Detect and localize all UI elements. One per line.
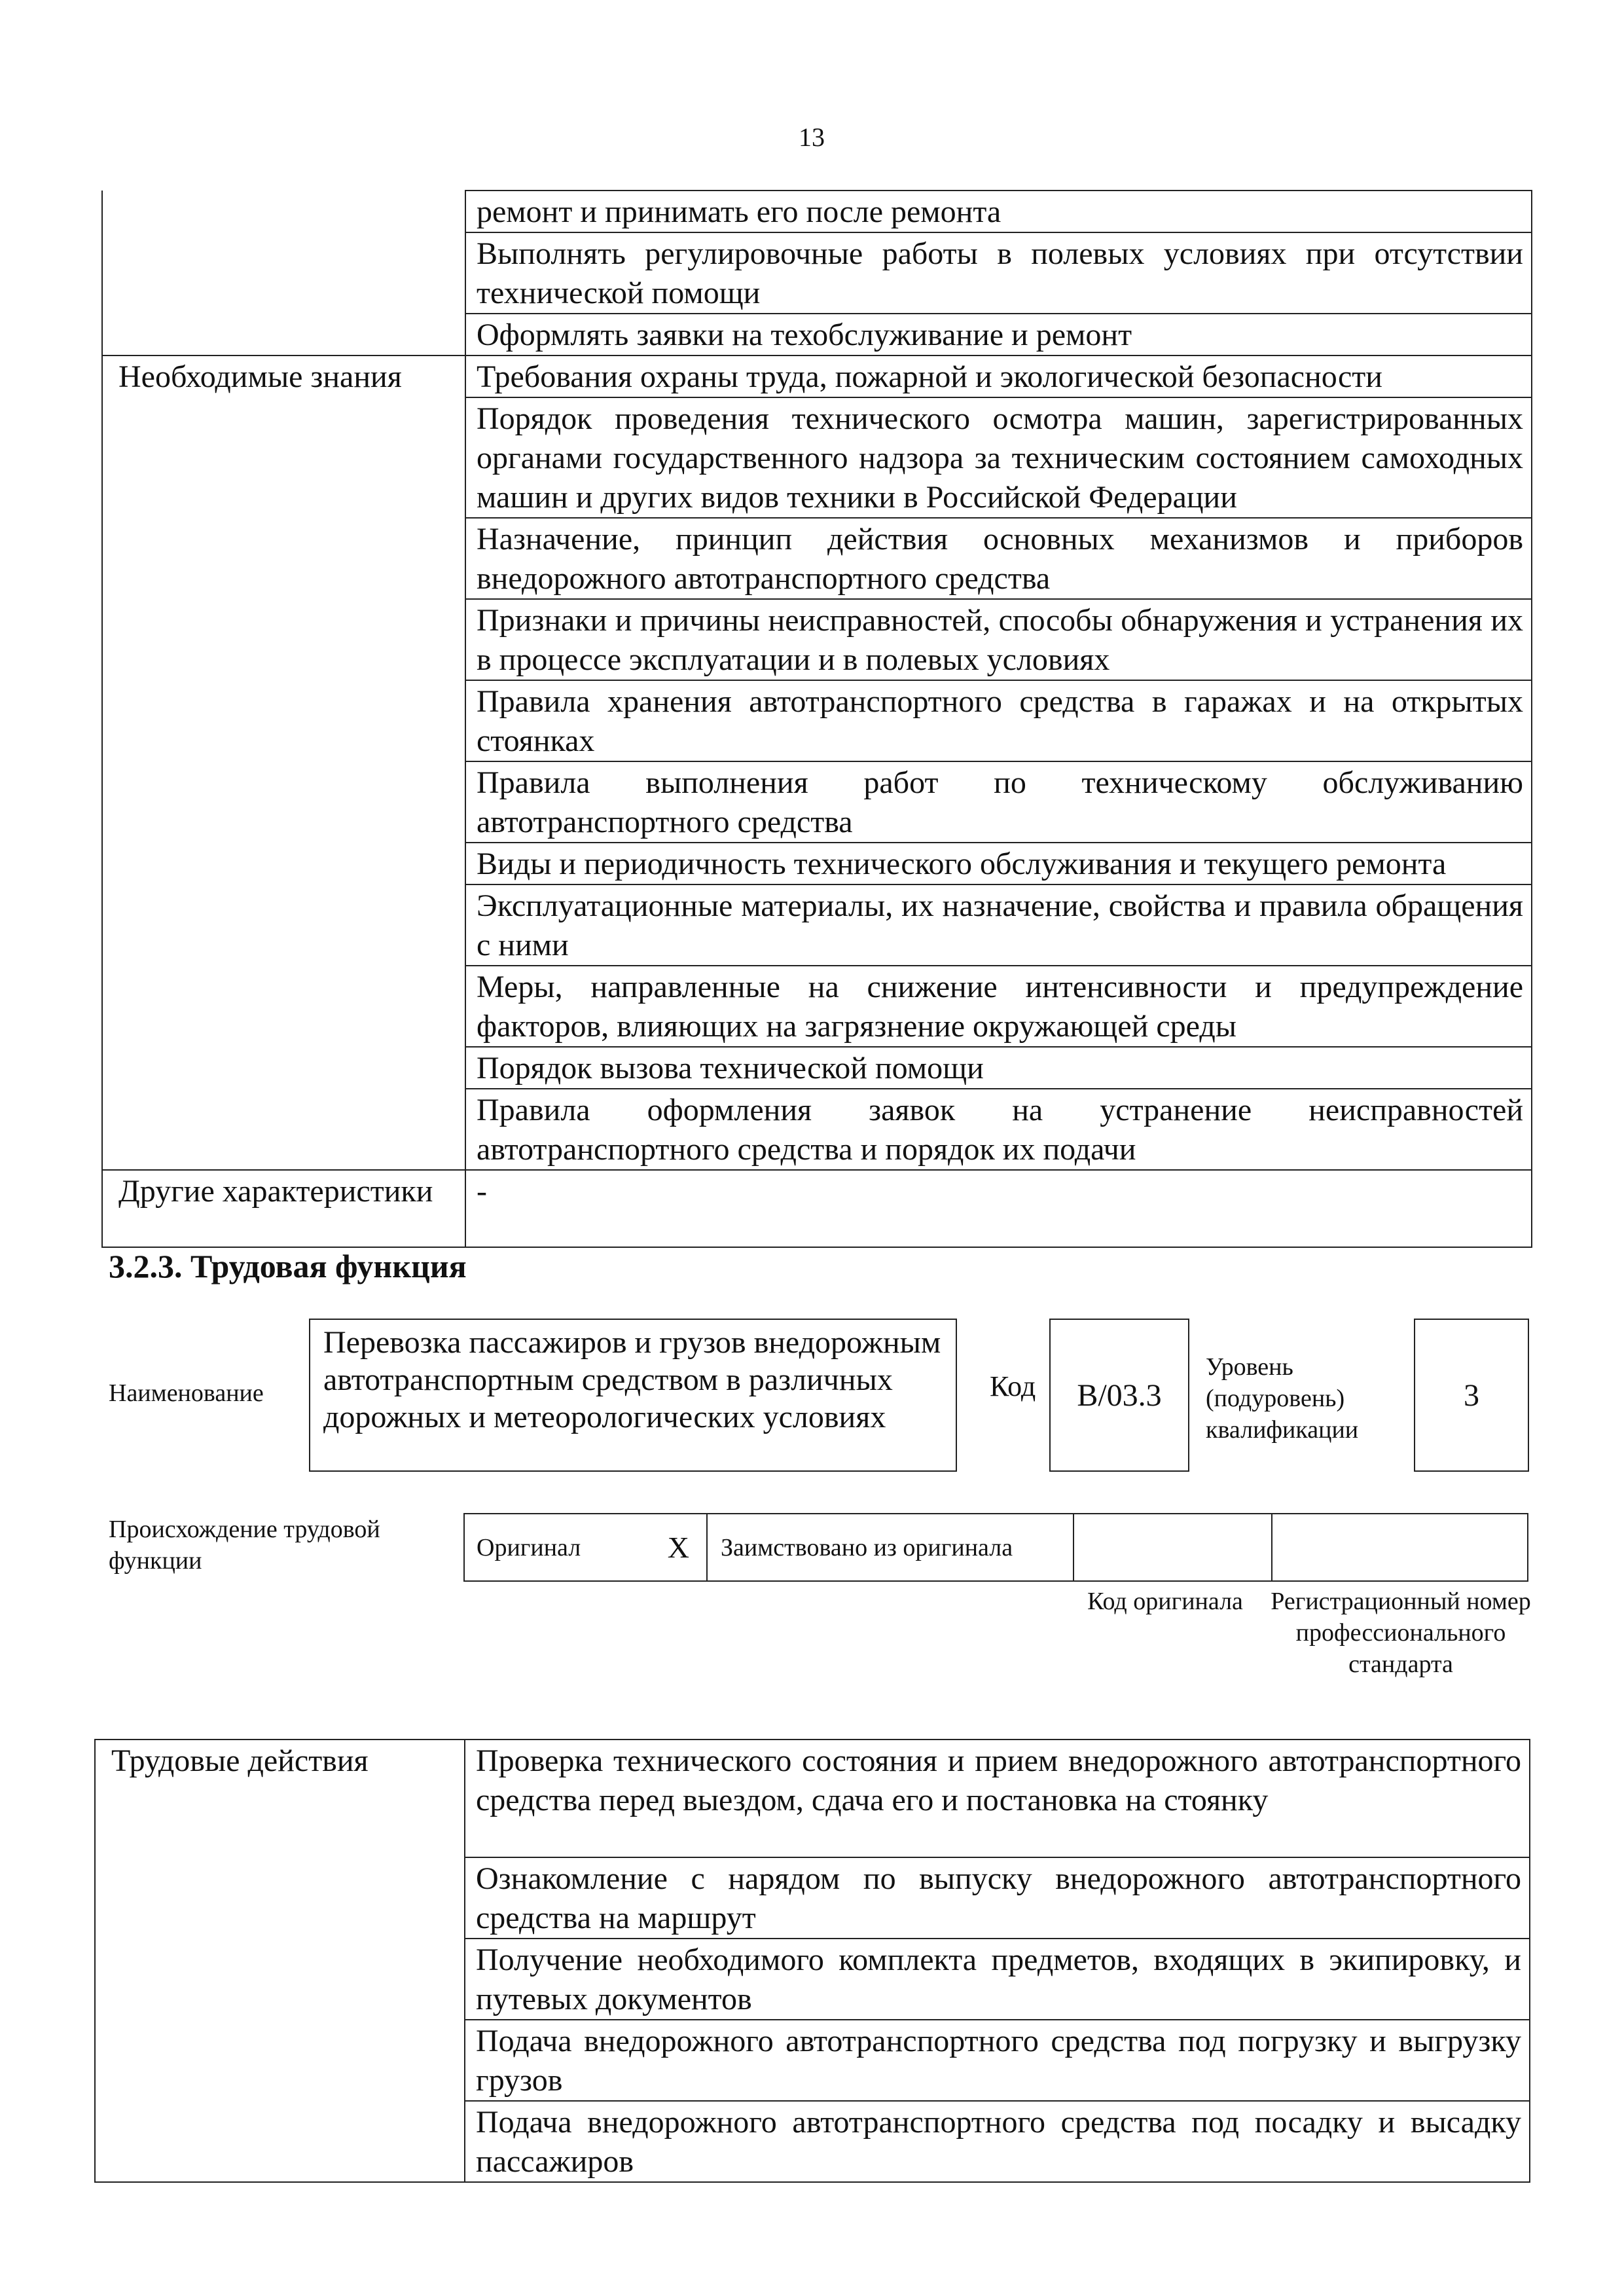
table-row: Правила оформления заявок на устранение неисправностей автотранспортного средства и порядок их подачи [465, 1089, 1532, 1170]
table-row: Эксплуатационные материалы, их назначение, свойства и правила обращения с ними [465, 884, 1532, 966]
origin-table [463, 1513, 1528, 1582]
section-heading: 3.2.3. Трудовая функция [109, 1248, 467, 1285]
other-characteristics-value: - [465, 1170, 1532, 1247]
table-row: Виды и периодичность технического обслуживания и текущего ремонта [465, 843, 1532, 884]
table-row: ремонт и принимать его после ремонта [465, 191, 1532, 232]
origin-original-label: Оригинал [477, 1533, 581, 1561]
table-row: Порядок вызова технической помощи [465, 1047, 1532, 1089]
table-row: Требования охраны труда, пожарной и экологической безопасности [465, 355, 1532, 397]
labor-actions-table [94, 1739, 1530, 2183]
qualification-level-box [1414, 1319, 1529, 1472]
table-row: Порядок проведения технического осмотра машин, зарегистрированных органами государственного надзора за техническим состоянием самоходных машин и других видов техники в Российской Федерации [465, 397, 1532, 518]
table-row: Правила выполнения работ по техническому обслуживанию автотранспортного средства [465, 761, 1532, 843]
origin-label: Происхождение трудовой функции [109, 1516, 380, 1575]
table-row: Оформлять заявки на техобслуживание и ремонт [465, 314, 1532, 355]
code-label: Код [990, 1370, 1036, 1402]
other-characteristics-label: Другие характеристики [102, 1170, 465, 1247]
origin-reg-caption: Регистрационный номер профессионального стандарта [1271, 1588, 1531, 1678]
labor-actions-label: Трудовые действия [95, 1740, 465, 2182]
table-row: Проверка технического состояния и прием внедорожного автотранспортного средства перед выездом, сдача его и постановка на стоянку [465, 1740, 1530, 1857]
table-row: Подача внедорожного автотранспортного средства под посадку и высадку пассажиров [465, 2101, 1530, 2182]
table-row: Подача внедорожного автотранспортного средства под погрузку и выгрузку грузов [465, 2020, 1530, 2101]
origin-borrowed-cell [708, 1514, 1074, 1580]
origin-original-cell [465, 1514, 708, 1580]
continuation-label-cell [102, 191, 465, 232]
table-row: Меры, направленные на снижение интенсивности и предупреждение факторов, влияющих на загрязнение окружающей среды [465, 966, 1532, 1047]
name-label: Наименование [109, 1379, 264, 1407]
table-row: Выполнять регулировочные работы в полевых условиях при отсутствии технической помощи [465, 232, 1532, 314]
continuation-label-cell [102, 314, 465, 355]
table-row: Назначение, принцип действия основных механизмов и приборов внедорожного автотранспортного средства [465, 518, 1532, 599]
origin-code-cell [1074, 1514, 1272, 1580]
origin-borrowed-label: Заимствовано из оригинала [721, 1533, 1013, 1561]
qualification-level-value: 3 [1464, 1377, 1479, 1413]
table-row: Ознакомление с нарядом по выпуску внедорожного автотранспортного средства на маршрут [465, 1857, 1530, 1939]
origin-reg-number-cell [1272, 1514, 1527, 1580]
origin-original-mark: X [667, 1531, 689, 1564]
table-row: Признаки и причины неисправностей, способы обнаружения и устранения их в процессе эксплуатации и в полевых условиях [465, 599, 1532, 680]
function-code-box [1049, 1319, 1189, 1472]
qualification-level-label: Уровень (подуровень) квалификации [1206, 1353, 1359, 1444]
function-name-box: Перевозка пассажиров и грузов внедорожным автотранспортным средством в различных дорожных и метеорологических условиях [309, 1319, 957, 1472]
page-number: 13 [799, 122, 825, 152]
function-code-value: B/03.3 [1077, 1377, 1162, 1413]
knowledge-label: Необходимые знания [102, 355, 465, 1170]
skills-knowledge-table [101, 190, 1532, 1248]
origin-code-caption: Код оригинала [1087, 1588, 1243, 1615]
table-row: Получение необходимого комплекта предметов, входящих в экипировку, и путевых документов [465, 1939, 1530, 2020]
table-row: Правила хранения автотранспортного средства в гаражах и на открытых стоянках [465, 680, 1532, 761]
continuation-label-cell [102, 232, 465, 314]
